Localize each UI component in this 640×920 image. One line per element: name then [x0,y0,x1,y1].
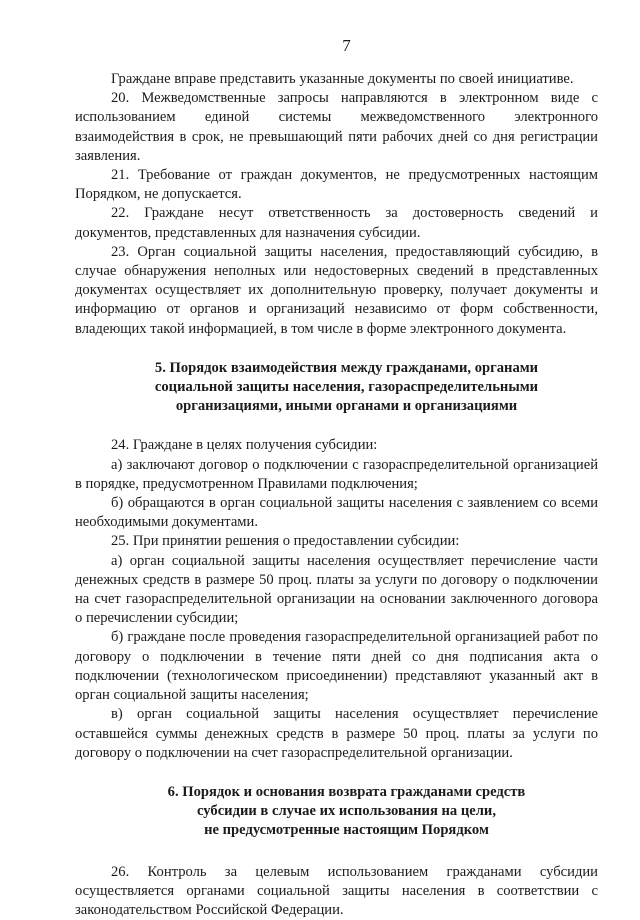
paragraph-23: 23. Орган социальной защиты населения, предоставляющий субсидию, в случае обнаружения неполных или недостоверных сведений в представленных документах осуществляет их дополнительную проверку, получает документы и информацию от органов и организаций независимо от форм собственности, владеющих такой информацией, в том числе в форме электронного документа. [75,243,598,337]
paragraph-25-b: б) граждане после проведения газораспределительной организацией работ по договору о подключении в течение пяти дней со дня подписания акта о подключении (технологическом присоединении) представляют указанный акт в орган социальной защиты населения; [75,629,598,704]
section-heading-line: социальной защиты населения, газораспределительными [154,379,539,396]
page-number: 7 [342,36,351,55]
section-6-heading [75,783,598,841]
paragraph-24: 24. Граждане в целях получения субсидии: [111,437,378,454]
paragraph-24-a: а) заключают договор о подключении с газораспределительной организацией в порядке, предусмотренном Правилами подключения; [75,456,598,492]
spacer [75,416,598,436]
paragraph-24-b: б) обращаются в орган социальной защиты населения с заявлением со всеми необходимыми документами. [75,495,598,531]
section-heading-line: 6. Порядок и основания возврата гражданами средств [167,783,526,800]
section-5-heading [75,359,598,417]
section-heading-line: субсидии в случае их использования на цели, [197,803,496,820]
section-heading-line: не предусмотренные настоящим Порядком [204,822,489,839]
paragraph-21: 21. Требование от граждан документов, не предусмотренных настоящим Порядком, не допускается. [75,167,598,203]
spacer [75,763,598,783]
paragraph-25-a: а) орган социальной защиты населения осуществляет перечисление части денежных средств в размере 50 проц. платы за услуги по договору о подключении на счет газораспределительной организации на основании заключенного договора о перечислении субсидии; [75,552,598,627]
section-heading-line: 5. Порядок взаимодействия между гражданами, органами [154,359,539,376]
paragraph-22: 22. Граждане несут ответственность за достоверность сведений и документов, представленных для назначения субсидии. [75,205,598,241]
paragraph-documents-initiative: Граждане вправе представить указанные документы по своей инициативе. [111,71,574,87]
paragraph-25: 25. При принятии решения о предоставлении субсидии: [111,533,460,550]
section-heading-line: организациями, иными органами и организациями [175,398,518,415]
paragraph-20: 20. Межведомственные запросы направляются в электронном виде с использованием единой системы межведомственного электронного взаимодействия в срок, не превышающий пяти рабочих дней со дня регистрации заявления. [75,90,598,164]
spacer [75,339,598,359]
paragraph-25-v: в) орган социальной защиты населения осуществляет перечисление оставшейся суммы денежных средств в размере 50 проц. платы за услуги по договору о подключении на счет газораспределительной организации. [75,706,598,761]
paragraph-26: 26. Контроль за целевым использованием гражданами субсидии осуществляется органами социальной защиты населения в соответствии с законодательством Российской Федерации. [75,863,598,918]
spacer [75,841,598,863]
